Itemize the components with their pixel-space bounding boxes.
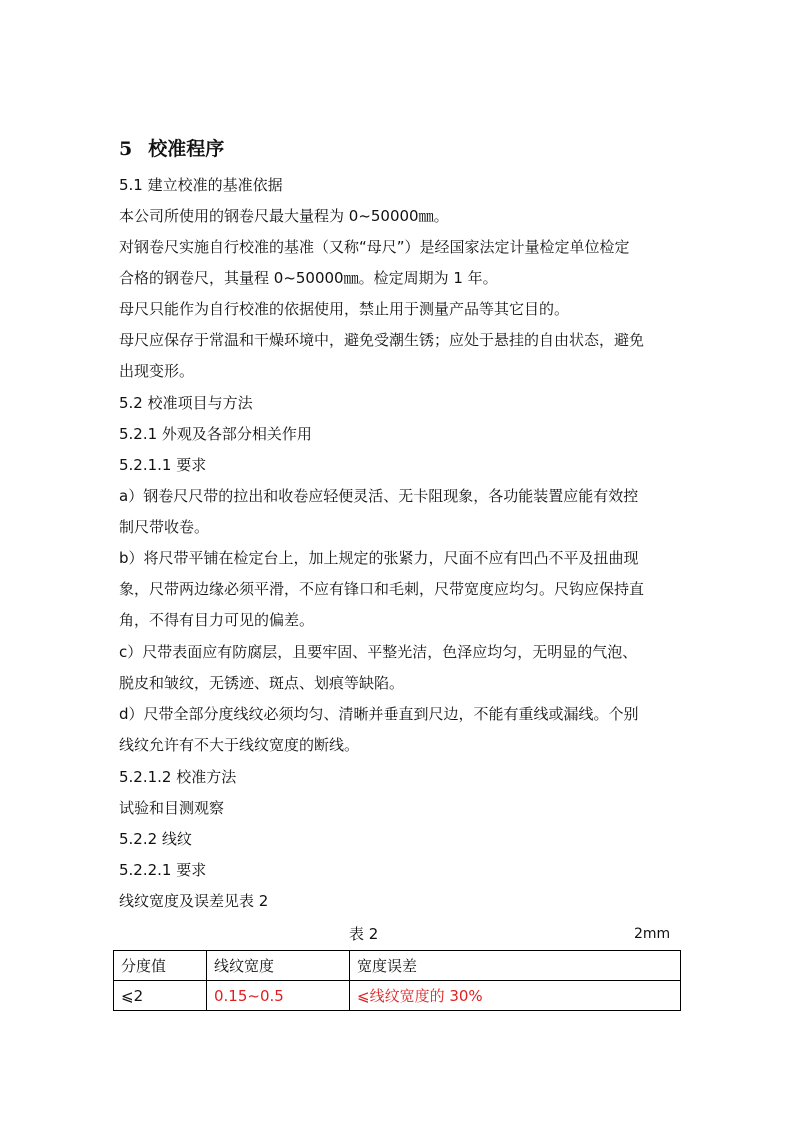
table-cell: 0.15~0.5	[207, 981, 350, 1011]
body-line: 本公司所使用的钢卷尺最大量程为 0~50000㎜。	[119, 207, 449, 225]
body-line: 线纹宽度及误差见表 2	[119, 892, 269, 910]
table-row	[114, 981, 681, 1011]
body-line: 5.2.1.1 要求	[119, 456, 207, 474]
body-line: b）将尺带平铺在检定台上，加上规定的张紧力，尺面不应有凹凸不平及扭曲现	[119, 549, 639, 567]
body-line: 制尺带收卷。	[119, 518, 210, 536]
body-line: d）尺带全部分度线纹必须均匀、清晰并垂直到尺边，不能有重线或漏线。个别	[119, 705, 639, 723]
section-number: 5	[119, 138, 133, 160]
body-line: 对钢卷尺实施自行校准的基准（又称“母尺”）是经国家法定计量检定单位检定	[119, 238, 630, 256]
body-line: 象，尺带两边缘必须平滑，不应有锋口和毛刺，尺带宽度应均匀。尺钩应保持直	[119, 580, 645, 598]
section-title: 校准程序	[148, 138, 225, 160]
body-line: 试验和目测观察	[119, 799, 225, 817]
section-heading	[119, 137, 224, 161]
body-line: a）钢卷尺尺带的拉出和收卷应轻便灵活、无卡阻现象，各功能装置应能有效控	[119, 487, 639, 505]
body-line: 出现变形。	[119, 362, 195, 380]
body-line: 合格的钢卷尺，其量程 0~50000㎜。检定周期为 1 年。	[119, 269, 498, 287]
body-line: 母尺只能作为自行校准的依据使用，禁止用于测量产品等其它目的。	[119, 300, 570, 318]
table-header-cell: 线纹宽度	[207, 951, 350, 981]
body-line: 5.1 建立校准的基准依据	[119, 176, 283, 194]
tolerance-table	[113, 950, 681, 1011]
table-header-cell: 分度值	[114, 951, 207, 981]
table-cell: ⩽线纹宽度的 30%	[350, 981, 681, 1011]
body-line: 5.2 校准项目与方法	[119, 394, 253, 412]
body-line: 5.2.2.1 要求	[119, 861, 207, 879]
table-header-row	[114, 951, 681, 981]
table-header-cell: 宽度误差	[350, 951, 681, 981]
table-unit: 2mm	[634, 926, 671, 942]
body-line: c）尺带表面应有防腐层，且要牢固、平整光洁，色泽应均匀，无明显的气泡、	[119, 643, 638, 661]
body-line: 角，不得有目力可见的偏差。	[119, 611, 315, 629]
body-line: 脱皮和皱纹，无锈迹、斑点、划痕等缺陷。	[119, 674, 405, 692]
table-caption: 表 2	[349, 925, 379, 943]
body-line: 母尺应保存于常温和干燥环境中，避免受潮生锈；应处于悬挂的自由状态，避免	[119, 331, 645, 349]
body-line: 线纹允许有不大于线纹宽度的断线。	[119, 736, 360, 754]
body-line: 5.2.1.2 校准方法	[119, 768, 237, 786]
body-line: 5.2.2 线纹	[119, 830, 192, 848]
body-line: 5.2.1 外观及各部分相关作用	[119, 425, 312, 443]
table-cell: ⩽2	[114, 981, 207, 1011]
